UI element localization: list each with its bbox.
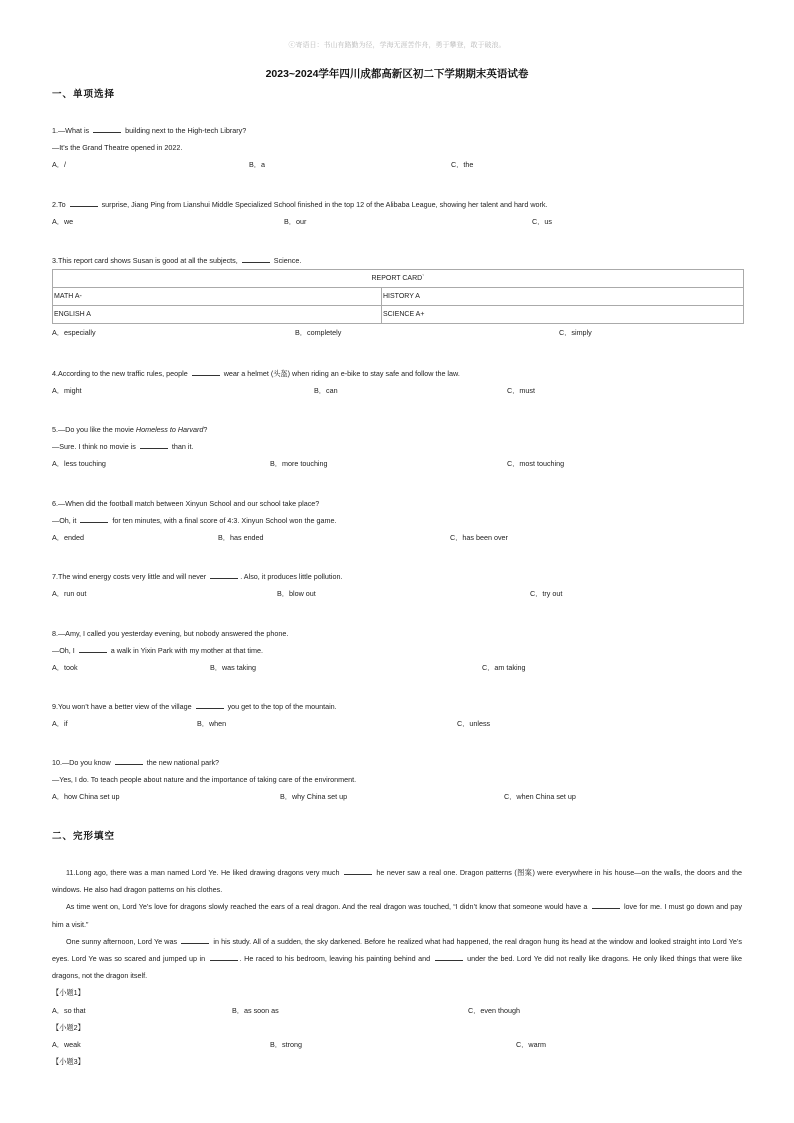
option-c[interactable]: C．when China set up bbox=[504, 792, 576, 801]
option-b[interactable]: B．a bbox=[249, 160, 265, 169]
header-motto: ⓒ寄语日：书山有路勤为径，学海无涯苦作舟，勇于攀登，敢于破浪。 bbox=[288, 41, 506, 49]
option-b[interactable]: B．when bbox=[197, 719, 227, 728]
option-b[interactable]: B．was taking bbox=[210, 663, 256, 672]
options-row bbox=[52, 529, 744, 546]
question-5 bbox=[52, 421, 744, 472]
answer-blank bbox=[344, 867, 372, 875]
option-a[interactable]: A．we bbox=[52, 217, 74, 226]
option-b[interactable]: B．strong bbox=[270, 1039, 302, 1049]
passage-paragraph: One sunny afternoon, Lord Ye was in his study. All of a sudden, the sky darkened. Before he realized what had happened, the real dragon hung its head at the window and looked straight into Lord Ye’s eyes. Lord Ye was so scared and jumped up in . He raced to his bedroom, leaving his painting behind and under the bed. Lord Ye did not really like dragons. He only liked things that were like dragons, not the dragon itself. bbox=[52, 936, 742, 981]
question-stem: 3.This report card shows Susan is good at all the subjects, Science. bbox=[52, 256, 302, 265]
question-stem: 1.—What is building next to the High-tech Library? bbox=[52, 126, 247, 135]
question-3 bbox=[52, 252, 744, 341]
answer-blank bbox=[192, 368, 220, 376]
sub-question-label: 【小题3】 bbox=[52, 1056, 85, 1066]
option-a[interactable]: A．/ bbox=[52, 160, 66, 169]
options-row bbox=[52, 156, 744, 173]
option-c[interactable]: C．unless bbox=[457, 719, 491, 728]
option-c[interactable]: C．has been over bbox=[450, 533, 508, 542]
answer-blank bbox=[115, 757, 143, 765]
answer-blank bbox=[93, 125, 121, 133]
question-stem: 7.The wind energy costs very little and will never . Also, it produces little pollution. bbox=[52, 572, 343, 581]
answer-blank bbox=[210, 571, 238, 579]
option-b[interactable]: B．can bbox=[314, 386, 338, 395]
exam-title: 2023~2024学年四川成都高新区初二下学期期末英语试卷 bbox=[265, 68, 529, 80]
question-line: —It’s the Grand Theatre opened in 2022. bbox=[52, 143, 183, 152]
question-line: —Sure. I think no movie is than it. bbox=[52, 442, 194, 451]
question-2 bbox=[52, 196, 744, 230]
table-cell: HISTORY A bbox=[382, 288, 744, 306]
option-b[interactable]: B．as soon as bbox=[232, 1005, 279, 1015]
option-b[interactable]: B．blow out bbox=[277, 589, 316, 598]
table-cell: ENGLISH A bbox=[53, 306, 382, 324]
passage-paragraph: As time went on, Lord Ye’s love for dragons slowly reached the ears of a real dragon. And the real dragon was touched, “I didn’t know that someone would have a love for me. I must go down and pay him a visit.” bbox=[52, 902, 742, 929]
option-c[interactable]: C．even though bbox=[468, 1005, 520, 1015]
table-cell: MATH A- bbox=[53, 288, 382, 306]
cloze-passage bbox=[52, 864, 742, 1070]
section-heading-single-choice: 一、单项选择 bbox=[52, 89, 116, 100]
answer-blank bbox=[181, 936, 209, 944]
option-b[interactable]: B．more touching bbox=[270, 459, 328, 468]
question-stem: 9.You won’t have a better view of the village you get to the top of the mountain. bbox=[52, 702, 337, 711]
question-stem: 6.—When did the football match between Xinyun School and our school take place? bbox=[52, 499, 320, 508]
report-card-table bbox=[52, 269, 744, 324]
question-stem: 8.—Amy, I called you yesterday evening, but nobody answered the phone. bbox=[52, 629, 289, 638]
options-row bbox=[52, 213, 744, 230]
sub-question-label: 【小题2】 bbox=[52, 1022, 85, 1032]
option-a[interactable]: A．weak bbox=[52, 1039, 81, 1049]
options-row bbox=[52, 715, 744, 732]
question-9 bbox=[52, 698, 744, 732]
answer-blank bbox=[196, 701, 224, 709]
option-b[interactable]: B．has ended bbox=[218, 533, 264, 542]
options-row bbox=[52, 585, 744, 602]
options-row bbox=[52, 382, 744, 399]
answer-blank bbox=[210, 953, 238, 961]
option-c[interactable]: C．try out bbox=[530, 589, 563, 598]
option-a[interactable]: A．so that bbox=[52, 1005, 86, 1015]
option-c[interactable]: C．am taking bbox=[482, 663, 526, 672]
option-b[interactable]: B．completely bbox=[295, 328, 342, 337]
answer-blank bbox=[79, 645, 107, 653]
sub-question-label: 【小题1】 bbox=[52, 988, 85, 998]
option-a[interactable]: A．might bbox=[52, 386, 82, 395]
report-card-header: REPORT CARD` bbox=[53, 270, 744, 288]
options-row bbox=[52, 1036, 742, 1053]
answer-blank bbox=[435, 953, 463, 961]
answer-blank bbox=[80, 515, 108, 523]
question-line: —Oh, it for ten minutes, with a final score of 4:3. Xinyun School won the game. bbox=[52, 516, 337, 525]
option-b[interactable]: B．why China set up bbox=[280, 792, 348, 801]
question-stem: 10.—Do you know the new national park? bbox=[52, 758, 220, 767]
option-c[interactable]: C．us bbox=[532, 217, 552, 226]
option-b[interactable]: B．our bbox=[284, 217, 307, 226]
answer-blank bbox=[140, 441, 168, 449]
question-line: —Yes, I do. To teach people about nature and the importance of taking care of the environment. bbox=[52, 775, 357, 784]
question-8 bbox=[52, 625, 744, 676]
answer-blank bbox=[242, 255, 270, 263]
option-a[interactable]: A．if bbox=[52, 719, 68, 728]
question-10 bbox=[52, 754, 744, 805]
passage-paragraph: 11.Long ago, there was a man named Lord Ye. He liked drawing dragons very much he never saw a real one. Dragon patterns (图案) were everywhere in his house—on the walls, the doors and the windows. He also had dragon patterns on his clothes. bbox=[52, 868, 742, 895]
question-stem: 2.To surprise, Jiang Ping from Lianshui Middle Specialized School finished in the top 12 of the Alibaba League, showing her talent and hard work. bbox=[52, 200, 548, 209]
options-row bbox=[52, 455, 744, 472]
option-c[interactable]: C．warm bbox=[516, 1039, 546, 1049]
question-7 bbox=[52, 568, 744, 602]
option-a[interactable]: A．took bbox=[52, 663, 78, 672]
question-stem: 5.—Do you like the movie Homeless to Harvard? bbox=[52, 425, 208, 434]
question-6 bbox=[52, 495, 744, 546]
option-c[interactable]: C．the bbox=[451, 160, 474, 169]
option-a[interactable]: A．how China set up bbox=[52, 792, 120, 801]
table-cell: SCIENCE A+ bbox=[382, 306, 744, 324]
answer-blank bbox=[70, 199, 98, 207]
question-1 bbox=[52, 122, 744, 173]
option-a[interactable]: A．less touching bbox=[52, 459, 106, 468]
section-heading-cloze: 二、完形填空 bbox=[52, 831, 116, 842]
movie-title: Homeless to Harvard bbox=[135, 425, 204, 434]
option-a[interactable]: A．run out bbox=[52, 589, 87, 598]
option-c[interactable]: C．simply bbox=[559, 328, 592, 337]
option-c[interactable]: C．must bbox=[507, 386, 535, 395]
question-4 bbox=[52, 365, 744, 399]
question-line: —Oh, I a walk in Yixin Park with my mother at that time. bbox=[52, 646, 263, 655]
options-row bbox=[52, 1002, 742, 1019]
option-c[interactable]: C．most touching bbox=[507, 459, 565, 468]
option-a[interactable]: A．ended bbox=[52, 533, 84, 542]
options-row bbox=[52, 788, 744, 805]
answer-blank bbox=[592, 901, 620, 909]
options-row bbox=[52, 324, 744, 341]
options-row bbox=[52, 659, 744, 676]
question-stem: 4.According to the new traffic rules, people wear a helmet (头盔) when riding an e-bike to stay safe and follow the law. bbox=[52, 369, 460, 378]
option-a[interactable]: A．especially bbox=[52, 328, 96, 337]
